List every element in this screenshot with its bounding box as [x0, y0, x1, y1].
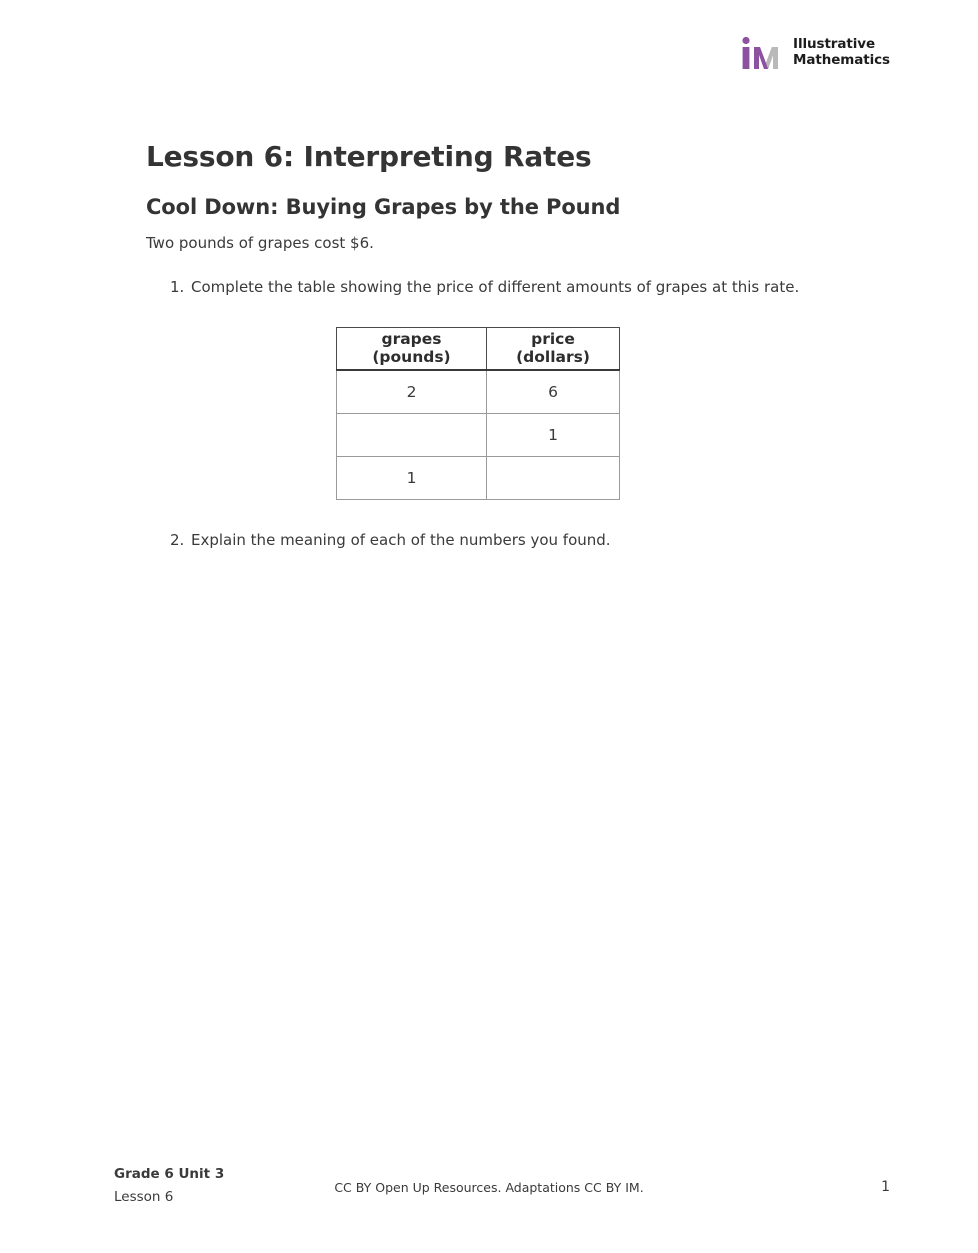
page-number: 1	[881, 1179, 890, 1195]
logo-wordmark	[793, 37, 890, 68]
problem-list	[146, 277, 890, 299]
cell-grapes-2[interactable]	[337, 413, 487, 456]
section-title: Cool Down: Buying Grapes by the Pound	[146, 195, 621, 219]
logo-line-2: Mathematics	[793, 52, 890, 68]
page-footer	[0, 1163, 978, 1213]
cell-grapes-1[interactable]: 2	[337, 370, 487, 413]
cell-price-3[interactable]	[487, 456, 620, 499]
cell-price-2[interactable]: 1	[487, 413, 620, 456]
column-header-grapes: grapes (pounds)	[337, 327, 487, 370]
problem-number: 1.	[170, 277, 185, 296]
illustrative-mathematics-logo	[740, 36, 890, 70]
list-item	[146, 277, 890, 299]
problem-text: Explain the meaning of each of the numbers you found.	[191, 530, 611, 549]
problem-text: Complete the table showing the price of different amounts of grapes at this rate.	[191, 277, 800, 296]
page-title: Lesson 6: Interpreting Rates	[146, 140, 592, 173]
logo-line-1: Illustrative	[793, 36, 876, 53]
im-logo-icon	[740, 36, 784, 70]
footer-license: CC BY Open Up Resources. Adaptations CC BY IM.	[334, 1180, 644, 1195]
table-row	[337, 413, 620, 456]
footer-grade-unit: Grade 6 Unit 3	[114, 1166, 225, 1182]
problem-list-2	[146, 530, 890, 552]
footer-lesson: Lesson 6	[114, 1188, 174, 1205]
rate-table	[336, 327, 620, 500]
cell-grapes-3[interactable]: 1	[337, 456, 487, 499]
document-body	[146, 140, 890, 555]
table-header-row	[337, 327, 620, 370]
table-row	[337, 456, 620, 499]
table-row	[337, 370, 620, 413]
rate-table-container	[146, 327, 890, 500]
intro-text: Two pounds of grapes cost $6.	[146, 234, 374, 252]
list-item	[146, 530, 890, 552]
problem-number: 2.	[170, 530, 185, 549]
column-header-price: price (dollars)	[487, 327, 620, 370]
cell-price-1[interactable]: 6	[487, 370, 620, 413]
